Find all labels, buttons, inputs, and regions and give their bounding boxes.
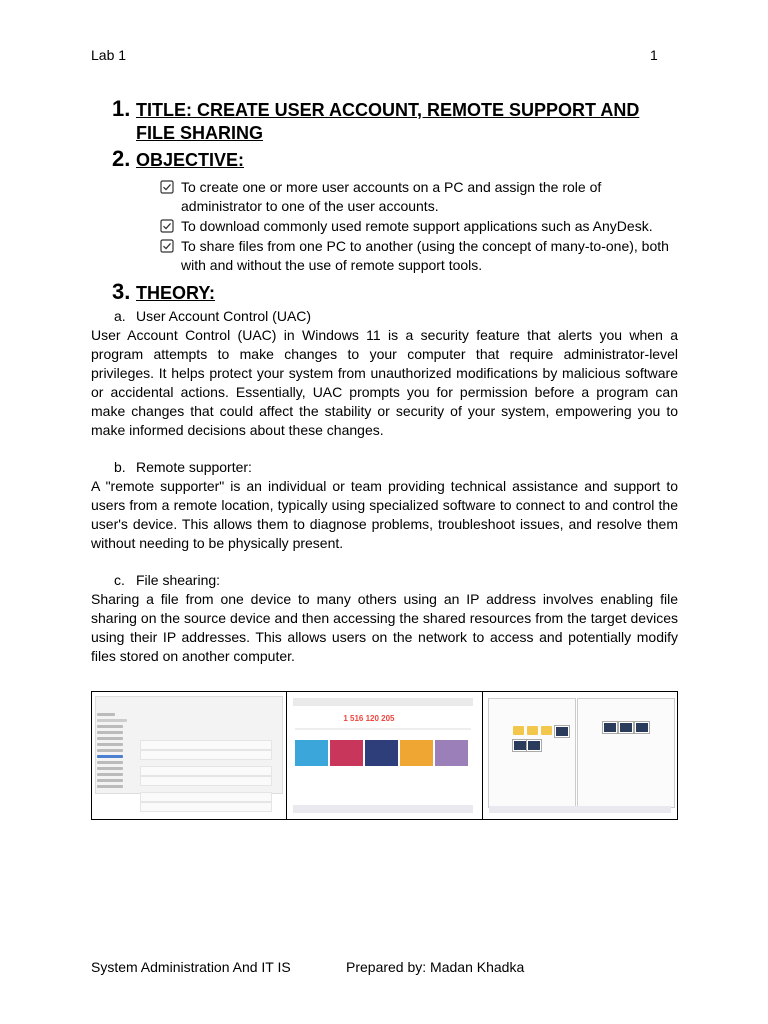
explorer-window bbox=[488, 698, 576, 808]
windows-taskbar bbox=[293, 805, 473, 813]
subheading-label: b. bbox=[114, 459, 126, 475]
section-title-text bbox=[136, 98, 639, 145]
checkbox-icon bbox=[160, 219, 174, 233]
anydesk-card bbox=[365, 740, 398, 766]
settings-sidebar bbox=[95, 696, 133, 806]
checkbox-icon bbox=[160, 180, 174, 194]
image-thumbnail bbox=[619, 722, 633, 733]
image-thumbnail bbox=[527, 740, 541, 751]
settings-row bbox=[140, 750, 272, 760]
subheading-remote-supporter bbox=[114, 459, 252, 475]
section-objective-heading bbox=[112, 148, 244, 172]
section-number: 1. bbox=[112, 96, 131, 121]
settings-row bbox=[140, 792, 272, 802]
settings-row bbox=[140, 740, 272, 750]
screenshot-file-explorer bbox=[483, 692, 677, 819]
anydesk-card bbox=[330, 740, 363, 766]
settings-row bbox=[140, 776, 272, 786]
subheading-text: User Account Control (UAC) bbox=[136, 308, 312, 324]
folder-icon bbox=[541, 726, 552, 735]
checkbox-icon bbox=[160, 239, 174, 253]
footer-author: Prepared by: Madan Khadka bbox=[346, 959, 525, 975]
subheading-file-sharing bbox=[114, 572, 220, 588]
settings-row bbox=[140, 766, 272, 776]
anydesk-titlebar bbox=[293, 698, 473, 706]
paragraph-file-sharing: Sharing a file from one device to many others using an IP address involves enabling file sharing on the source device and then accessing the shared resources from the target devices using their IP addresses. This allows users on the network to access and potentially modify files stored on another computer. bbox=[91, 591, 678, 664]
title-line-2: FILE SHARING bbox=[136, 123, 264, 143]
windows-taskbar bbox=[489, 806, 671, 813]
title-line-1: TITLE: CREATE USER ACCOUNT, REMOTE SUPPORT AND bbox=[136, 100, 640, 120]
footer-course: System Administration And IT IS bbox=[91, 959, 291, 975]
objective-list bbox=[160, 178, 670, 276]
divider bbox=[295, 728, 471, 730]
objective-text: To create one or more user accounts on a PC and assign the role of bbox=[181, 179, 602, 195]
explorer-window bbox=[577, 698, 675, 808]
anydesk-card bbox=[400, 740, 433, 766]
objective-text: To download commonly used remote support applications such as AnyDesk. bbox=[181, 218, 653, 234]
anydesk-card bbox=[435, 740, 468, 766]
subheading-uac bbox=[114, 308, 311, 324]
section-theory-text: THEORY: bbox=[136, 283, 215, 303]
section-theory-heading bbox=[112, 281, 215, 305]
objective-text: administrator to one of the user accounts. bbox=[181, 198, 439, 214]
screenshot-anydesk bbox=[287, 692, 482, 819]
objective-text: To share files from one PC to another (using the concept of many-to-one), both bbox=[181, 238, 669, 254]
header-lab-label: Lab 1 bbox=[91, 47, 127, 63]
screenshot-table bbox=[91, 691, 678, 820]
subheading-label: a. bbox=[114, 308, 126, 324]
subheading-text: Remote supporter: bbox=[136, 459, 252, 475]
image-thumbnail bbox=[555, 726, 569, 737]
anydesk-address: 1 516 120 205 bbox=[343, 714, 395, 723]
anydesk-card bbox=[295, 740, 328, 766]
subheading-label: c. bbox=[114, 572, 125, 588]
section-title-heading bbox=[112, 98, 639, 145]
settings-row bbox=[140, 802, 272, 812]
section-number: 3. bbox=[112, 279, 131, 304]
section-number: 2. bbox=[112, 146, 131, 171]
image-thumbnail bbox=[635, 722, 649, 733]
subheading-text: File shearing: bbox=[136, 572, 221, 588]
paragraph-uac: User Account Control (UAC) in Windows 11 is a security feature that alerts you when a program attempts to make changes to your computer that require administrator-level privileges. It helps protect your system from unauthorized modifications by malicious software or accidental actions. Essentially, UAC prompts you for permission before a program can make changes that could affect the stability or security of your system, empowering you to make informed decisions about these changes. bbox=[91, 327, 678, 438]
list-item bbox=[160, 237, 670, 275]
folder-icon bbox=[527, 726, 538, 735]
list-item bbox=[160, 178, 670, 216]
image-thumbnail bbox=[513, 740, 527, 751]
objective-text: with and without the use of remote support tools. bbox=[181, 257, 483, 273]
list-item bbox=[160, 217, 670, 236]
image-thumbnail bbox=[603, 722, 617, 733]
section-objective-text: OBJECTIVE: bbox=[136, 150, 245, 170]
paragraph-remote-supporter: A "remote supporter" is an individual or team providing technical assistance and support to users from a remote location, typically using specialized software to connect to and control the user's device. This allows them to diagnose problems, troubleshoot issues, and resolve them without needing to be physically present. bbox=[91, 478, 678, 551]
folder-icon bbox=[513, 726, 524, 735]
screenshot-settings-accounts bbox=[92, 692, 287, 819]
header-page-number: 1 bbox=[650, 47, 658, 63]
